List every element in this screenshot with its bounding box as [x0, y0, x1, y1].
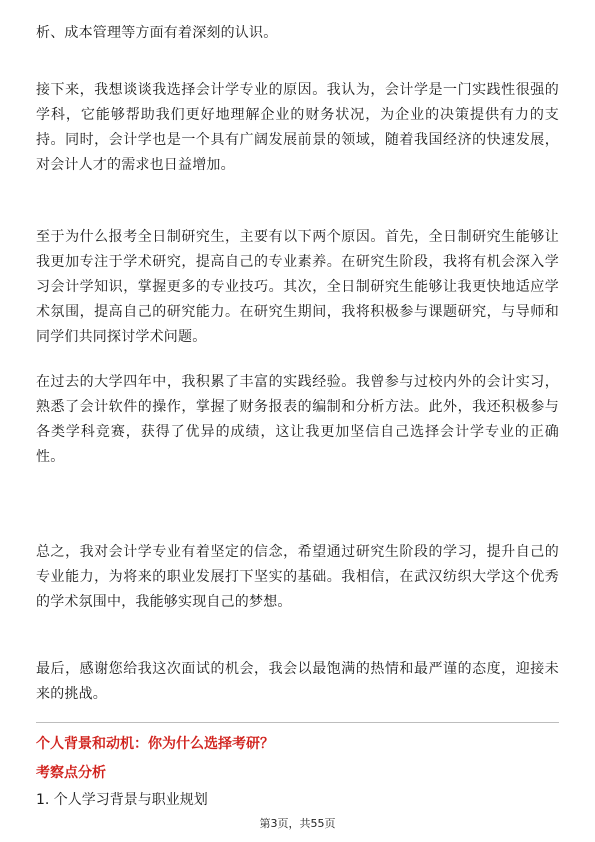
paragraph-fulltime-reason: 至于为什么报考全日制研究生，主要有以下两个原因。首先，全日制研究生能够让我更加专注于学术研究，提高自己的专业素养。在研究生阶段，我将有机会深入学习会计学知识，掌握更多的专业技巧。其次，全日制研究生能够让我更快地适应学术氛围，提高自己的研究能力。在研究生期间，我将积极参与课题研究，与导师和同学们共同探讨学术问题。: [36, 229, 559, 345]
paragraph-conclusion: 总之，我对会计学专业有着坚定的信念，希望通过研究生阶段的学习，提升自己的专业能力，为将来的职业发展打下坚实的基础。我相信，在武汉纺织大学这个优秀的学术氛围中，我能够实现自己的梦想。: [36, 544, 559, 610]
analysis-point-1: 1. 个人学习背景与职业规划: [36, 792, 208, 808]
section-divider: [36, 722, 559, 723]
page-number-footer: 第3页，共55页: [259, 817, 336, 830]
paragraph-intro-continuation: 析、成本管理等方面有着深刻的认识。: [36, 25, 278, 41]
paragraph-experience: 在过去的大学四年中，我积累了丰富的实践经验。我曾参与过校内外的会计实习，熟悉了会计软件的操作，掌握了财务报表的编制和分析方法。此外，我还积极参与各类学科竞赛，获得了优异的成绩，这让我更加坚信自己选择会计学专业的正确性。: [36, 374, 559, 465]
document-page: [36, 0, 559, 842]
paragraph-major-choice: 接下来，我想谈谈我选择会计学专业的原因。我认为，会计学是一门实践性很强的学科，它能够帮助我们更好地理解企业的财务状况，为企业的决策提供有力的支持。同时，会计学也是一个具有广阔发展前景的领域，随着我国经济的快速发展，对会计人才的需求也日益增加。: [36, 82, 559, 173]
question-title: 个人背景和动机：你为什么选择考研？: [36, 736, 274, 752]
paragraph-thanks: 最后，感谢您给我这次面试的机会，我会以最饱满的热情和最严谨的态度，迎接未来的挑战。: [36, 661, 559, 702]
analysis-heading: 考察点分析: [36, 765, 106, 781]
